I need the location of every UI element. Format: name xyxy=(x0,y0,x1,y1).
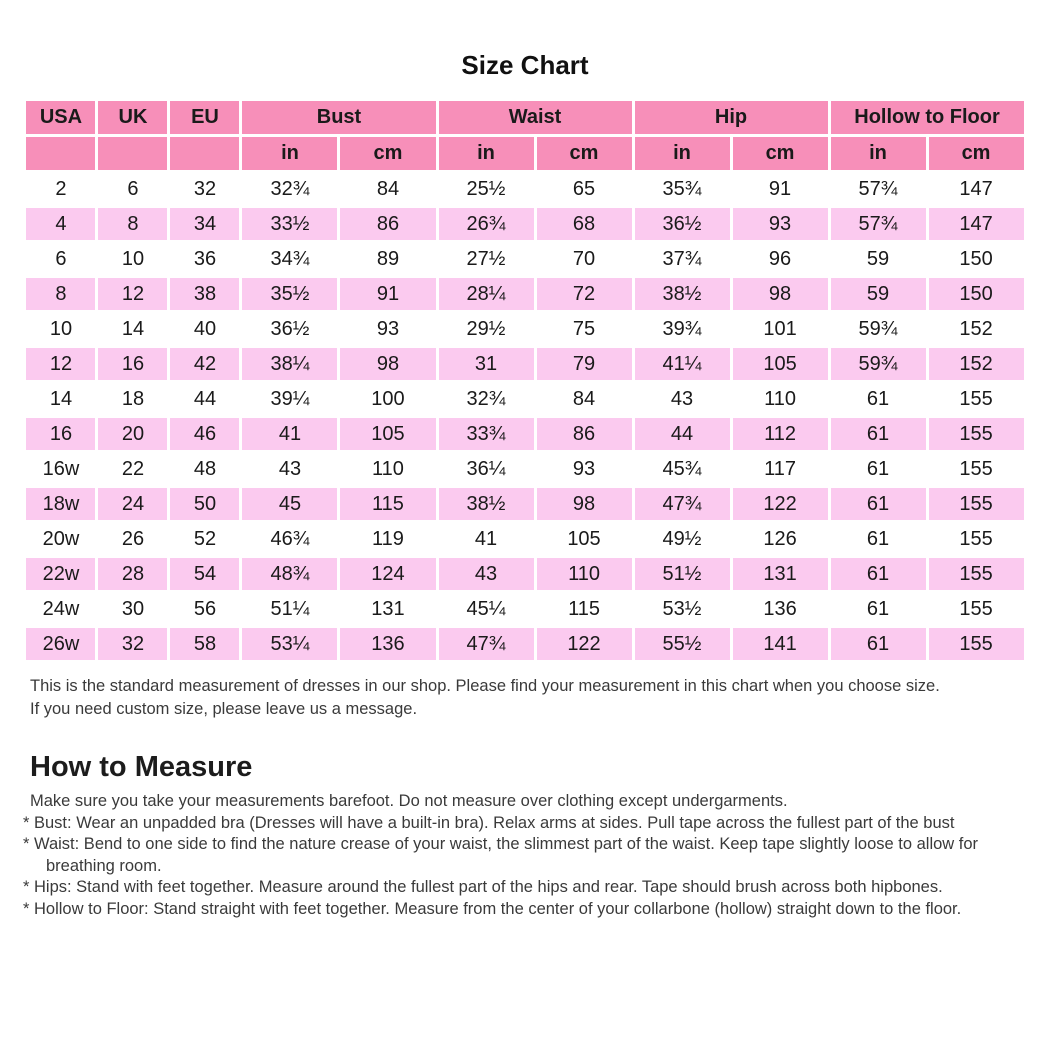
size-cell: 155 xyxy=(929,418,1024,450)
size-cell: 39¾ xyxy=(635,313,730,345)
size-cell: 155 xyxy=(929,453,1024,485)
table-row xyxy=(26,348,1023,380)
size-cell: 136 xyxy=(340,628,435,660)
size-cell: 36½ xyxy=(242,313,337,345)
size-cell: 46 xyxy=(170,418,239,450)
size-cell: 93 xyxy=(537,453,632,485)
measure-instructions xyxy=(23,813,1032,921)
unit-header-blank xyxy=(170,137,239,170)
size-cell: 34¾ xyxy=(242,243,337,275)
table-row xyxy=(26,243,1023,275)
size-cell: 31 xyxy=(439,348,534,380)
size-cell: 14 xyxy=(26,383,95,415)
size-cell: 54 xyxy=(170,558,239,590)
size-cell: 24 xyxy=(98,488,167,520)
size-cell: 105 xyxy=(537,523,632,555)
size-cell: 25½ xyxy=(439,173,534,205)
size-cell: 44 xyxy=(635,418,730,450)
size-cell: 98 xyxy=(537,488,632,520)
size-cell: 33¾ xyxy=(439,418,534,450)
size-cell: 12 xyxy=(98,278,167,310)
size-cell: 48¾ xyxy=(242,558,337,590)
size-cell: 61 xyxy=(831,418,926,450)
size-cell: 42 xyxy=(170,348,239,380)
size-cell: 155 xyxy=(929,593,1024,625)
measure-instruction: * Bust: Wear an unpadded bra (Dresses will have a built-in bra). Relax arms at sides. Pull tape across the fullest part of the bust xyxy=(23,813,955,832)
size-cell: 44 xyxy=(170,383,239,415)
size-cell: 61 xyxy=(831,593,926,625)
size-cell: 41 xyxy=(439,523,534,555)
size-cell: 41 xyxy=(242,418,337,450)
size-cell: 61 xyxy=(831,523,926,555)
table-row xyxy=(26,418,1023,450)
size-cell: 53½ xyxy=(635,593,730,625)
size-cell: 155 xyxy=(929,523,1024,555)
size-cell: 26w xyxy=(26,628,95,660)
size-cell: 34 xyxy=(170,208,239,240)
table-row xyxy=(26,593,1023,625)
size-cell: 84 xyxy=(537,383,632,415)
size-cell: 126 xyxy=(733,523,828,555)
size-cell: 32 xyxy=(170,173,239,205)
size-cell: 105 xyxy=(733,348,828,380)
size-cell: 61 xyxy=(831,628,926,660)
size-cell: 61 xyxy=(831,453,926,485)
size-cell: 16 xyxy=(98,348,167,380)
size-cell: 93 xyxy=(733,208,828,240)
size-cell: 24w xyxy=(26,593,95,625)
size-cell: 93 xyxy=(340,313,435,345)
unit-header-blank xyxy=(26,137,95,170)
size-cell: 150 xyxy=(929,278,1024,310)
size-cell: 147 xyxy=(929,173,1024,205)
unit-header-blank xyxy=(98,137,167,170)
size-cell: 10 xyxy=(26,313,95,345)
size-cell: 75 xyxy=(537,313,632,345)
table-row xyxy=(26,278,1023,310)
size-cell: 122 xyxy=(537,628,632,660)
size-cell: 36¼ xyxy=(439,453,534,485)
size-cell: 45 xyxy=(242,488,337,520)
size-cell: 86 xyxy=(537,418,632,450)
size-cell: 16 xyxy=(26,418,95,450)
size-cell: 131 xyxy=(340,593,435,625)
size-cell: 152 xyxy=(929,313,1024,345)
size-cell: 51¼ xyxy=(242,593,337,625)
size-cell: 37¾ xyxy=(635,243,730,275)
size-cell: 58 xyxy=(170,628,239,660)
size-cell: 79 xyxy=(537,348,632,380)
size-cell: 49½ xyxy=(635,523,730,555)
size-cell: 61 xyxy=(831,488,926,520)
size-cell: 32¾ xyxy=(439,383,534,415)
size-cell: 52 xyxy=(170,523,239,555)
size-cell: 38¼ xyxy=(242,348,337,380)
size-cell: 155 xyxy=(929,558,1024,590)
size-cell: 68 xyxy=(537,208,632,240)
size-cell: 26¾ xyxy=(439,208,534,240)
size-cell: 6 xyxy=(98,173,167,205)
size-cell: 18w xyxy=(26,488,95,520)
size-cell: 38½ xyxy=(635,278,730,310)
size-cell: 8 xyxy=(26,278,95,310)
size-cell: 131 xyxy=(733,558,828,590)
size-cell: 27½ xyxy=(439,243,534,275)
unit-header-waist-in: in xyxy=(439,137,534,170)
table-row xyxy=(26,383,1023,415)
unit-header-bust-in: in xyxy=(242,137,337,170)
size-cell: 86 xyxy=(340,208,435,240)
size-cell: 101 xyxy=(733,313,828,345)
size-cell: 61 xyxy=(831,383,926,415)
size-cell: 38½ xyxy=(439,488,534,520)
size-cell: 59 xyxy=(831,243,926,275)
table-row xyxy=(26,488,1023,520)
size-cell: 22 xyxy=(98,453,167,485)
size-cell: 4 xyxy=(26,208,95,240)
column-header-hollow-to-floor: Hollow to Floor xyxy=(831,101,1024,134)
size-cell: 33½ xyxy=(242,208,337,240)
size-cell: 115 xyxy=(340,488,435,520)
size-cell: 59¾ xyxy=(831,313,926,345)
size-cell: 47¾ xyxy=(635,488,730,520)
how-to-measure-body xyxy=(23,791,1032,920)
size-cell: 57¾ xyxy=(831,173,926,205)
size-cell: 155 xyxy=(929,628,1024,660)
size-cell: 55½ xyxy=(635,628,730,660)
unit-header-hip-cm: cm xyxy=(733,137,828,170)
size-cell: 57¾ xyxy=(831,208,926,240)
size-cell: 84 xyxy=(340,173,435,205)
size-cell: 45¼ xyxy=(439,593,534,625)
size-cell: 41¼ xyxy=(635,348,730,380)
size-cell: 36 xyxy=(170,243,239,275)
unit-header-waist-cm: cm xyxy=(537,137,632,170)
measure-instruction: * Hollow to Floor: Stand straight with feet together. Measure from the center of your collarbone (hollow) straight down to the floor. xyxy=(23,899,962,918)
size-cell: 8 xyxy=(98,208,167,240)
size-cell: 20w xyxy=(26,523,95,555)
size-cell: 110 xyxy=(340,453,435,485)
size-cell: 26 xyxy=(98,523,167,555)
table-row xyxy=(26,558,1023,590)
size-cell: 10 xyxy=(98,243,167,275)
size-cell: 110 xyxy=(537,558,632,590)
size-cell: 29½ xyxy=(439,313,534,345)
size-cell: 70 xyxy=(537,243,632,275)
note-line: This is the standard measurement of dresses in our shop. Please find your measurement in this chart when you choose size. xyxy=(30,677,940,695)
table-row xyxy=(26,628,1023,660)
size-cell: 38 xyxy=(170,278,239,310)
size-cell: 20 xyxy=(98,418,167,450)
size-chart-table xyxy=(23,98,1026,663)
unit-header-hip-in: in xyxy=(635,137,730,170)
size-cell: 155 xyxy=(929,383,1024,415)
size-cell: 91 xyxy=(340,278,435,310)
unit-header-h2f-cm: cm xyxy=(929,137,1024,170)
size-cell: 89 xyxy=(340,243,435,275)
size-cell: 22w xyxy=(26,558,95,590)
size-cell: 45¾ xyxy=(635,453,730,485)
size-cell: 72 xyxy=(537,278,632,310)
size-cell: 141 xyxy=(733,628,828,660)
size-cell: 28 xyxy=(98,558,167,590)
size-cell: 35½ xyxy=(242,278,337,310)
size-cell: 51½ xyxy=(635,558,730,590)
size-cell: 40 xyxy=(170,313,239,345)
size-cell: 147 xyxy=(929,208,1024,240)
size-cell: 14 xyxy=(98,313,167,345)
size-cell: 53¼ xyxy=(242,628,337,660)
size-cell: 16w xyxy=(26,453,95,485)
size-cell: 136 xyxy=(733,593,828,625)
size-cell: 119 xyxy=(340,523,435,555)
size-cell: 56 xyxy=(170,593,239,625)
note-line: If you need custom size, please leave us a message. xyxy=(30,700,418,718)
size-cell: 39¼ xyxy=(242,383,337,415)
size-cell: 152 xyxy=(929,348,1024,380)
size-cell: 155 xyxy=(929,488,1024,520)
column-header-hip: Hip xyxy=(635,101,828,134)
header-row-units xyxy=(26,137,1023,170)
column-header-waist: Waist xyxy=(439,101,632,134)
size-cell: 30 xyxy=(98,593,167,625)
size-cell: 150 xyxy=(929,243,1024,275)
unit-header-h2f-in: in xyxy=(831,137,926,170)
page-title: Size Chart xyxy=(461,50,589,80)
size-cell: 36½ xyxy=(635,208,730,240)
size-table-body xyxy=(26,173,1023,660)
table-row xyxy=(26,313,1023,345)
size-cell: 43 xyxy=(439,558,534,590)
size-cell: 46¾ xyxy=(242,523,337,555)
standard-measurement-notes xyxy=(30,675,1030,721)
size-cell: 91 xyxy=(733,173,828,205)
header-row-groups xyxy=(26,101,1023,134)
unit-header-bust-cm: cm xyxy=(340,137,435,170)
how-to-measure-heading: How to Measure xyxy=(30,751,253,783)
size-cell: 96 xyxy=(733,243,828,275)
measure-instruction: * Hips: Stand with feet together. Measure around the fullest part of the hips and rear. Tape should brush across both hipbones. xyxy=(23,878,943,896)
column-header-eu: EU xyxy=(170,101,239,134)
measure-intro: Make sure you take your measurements barefoot. Do not measure over clothing except undergarments. xyxy=(30,792,788,810)
size-cell: 122 xyxy=(733,488,828,520)
column-header-bust: Bust xyxy=(242,101,435,134)
size-cell: 112 xyxy=(733,418,828,450)
size-cell: 28¼ xyxy=(439,278,534,310)
size-cell: 105 xyxy=(340,418,435,450)
size-cell: 59 xyxy=(831,278,926,310)
size-cell: 2 xyxy=(26,173,95,205)
size-cell: 117 xyxy=(733,453,828,485)
size-cell: 115 xyxy=(537,593,632,625)
column-header-usa: USA xyxy=(26,101,95,134)
size-cell: 98 xyxy=(340,348,435,380)
size-cell: 18 xyxy=(98,383,167,415)
size-cell: 61 xyxy=(831,558,926,590)
column-header-uk: UK xyxy=(98,101,167,134)
table-row xyxy=(26,523,1023,555)
size-cell: 12 xyxy=(26,348,95,380)
table-row xyxy=(26,173,1023,205)
measure-instruction: * Waist: Bend to one side to find the nature crease of your waist, the slimmest part of the waist. Keep tape slightly loose to allow for breathing room. xyxy=(23,835,979,875)
size-cell: 59¾ xyxy=(831,348,926,380)
size-cell: 50 xyxy=(170,488,239,520)
size-cell: 98 xyxy=(733,278,828,310)
size-cell: 32¾ xyxy=(242,173,337,205)
size-cell: 43 xyxy=(242,453,337,485)
size-cell: 6 xyxy=(26,243,95,275)
table-row xyxy=(26,208,1023,240)
size-cell: 110 xyxy=(733,383,828,415)
size-cell: 47¾ xyxy=(439,628,534,660)
size-cell: 35¾ xyxy=(635,173,730,205)
size-cell: 32 xyxy=(98,628,167,660)
table-row xyxy=(26,453,1023,485)
size-cell: 124 xyxy=(340,558,435,590)
size-cell: 43 xyxy=(635,383,730,415)
size-cell: 65 xyxy=(537,173,632,205)
size-cell: 100 xyxy=(340,383,435,415)
size-cell: 48 xyxy=(170,453,239,485)
